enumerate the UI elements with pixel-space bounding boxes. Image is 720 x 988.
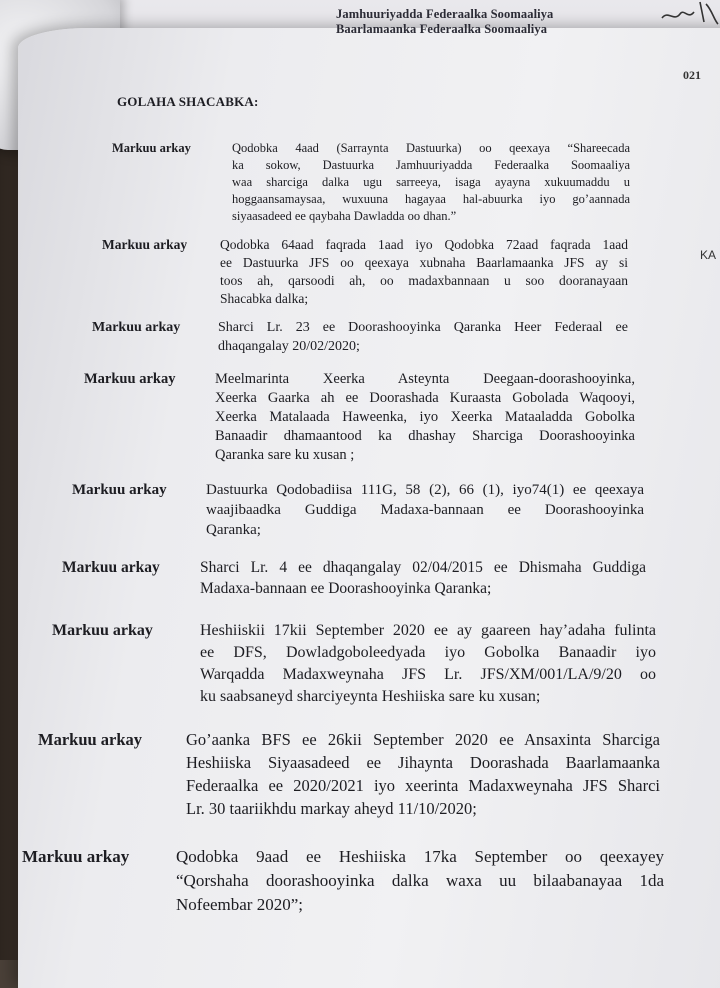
recital-line: ku saabsaneyd sharciyeynta Heshiiska sare ku xusan;: [200, 688, 541, 705]
signature-mark: [660, 0, 720, 40]
header-line-2: Baarlamaanka Federaalka Soomaaliya: [336, 22, 548, 36]
recital-line: Qodobka 4aad (Sarraynta Dastuurka) oo qeexaya “Shareecada: [232, 141, 630, 155]
recital-line: Meelmarinta Xeerka Asteynta Deegaan-doorashooyinka,: [215, 371, 635, 387]
recital-line: Qodobka 9aad ee Heshiiska 17ka September oo qeexayey: [176, 847, 664, 866]
recital-line: Warqadda Madaxweynaha JFS Lr. JFS/XM/001/LA/9/20 oo: [200, 666, 656, 683]
section-heading: GOLAHA SHACABKA:: [117, 94, 259, 109]
recital-label: Markuu arkay: [38, 730, 143, 749]
recital-line: hoggaansamaysaa, wuxuuna hagayaa hal-abuurka iyo go’aannada: [232, 192, 630, 206]
recital-line: waajibaadka Guddiga Madaxa-bannaan ee Doorashooyinka: [206, 502, 644, 518]
recital-line: waa sharciga dalka ugu sarreeya, isaga ayayna xukuumaddu u: [232, 175, 630, 189]
recital-line: “Qorshaha doorashooyinka dalka waxa uu bilaabanayaa 1da: [176, 871, 664, 890]
recital-label: Markuu arkay: [52, 622, 153, 639]
recital-line: Qaranka;: [206, 522, 261, 538]
recital-text: [186, 728, 660, 820]
recital-line: siyaasadeed ee qaybaha Dawladda oo dhan.”: [232, 209, 457, 223]
right-edge-text-fragment: KA: [700, 248, 717, 262]
recital-line: dhaqangalay 20/02/2020;: [218, 339, 360, 354]
recital-line: Go’aanka BFS ee 26kii September 2020 ee Ansaxinta Sharciga: [186, 730, 660, 749]
recital-line: ka sokow, Dastuurka Jamhuuriyadda Federaalka Soomaaliya: [232, 158, 630, 172]
recital-line: toos ah, qarsoodi ah, oo madaxbannaan u soo dooranayaan: [220, 273, 628, 288]
recital-label: Markuu arkay: [72, 482, 167, 498]
recital-line: Qaranka sare ku xusan ;: [215, 447, 355, 463]
document-header: [336, 7, 636, 37]
recital-line: Federaalka ee 2020/2021 iyo xeerinta Madaxweynaha JFS Sharci: [186, 776, 660, 795]
recital-line: Sharci Lr. 4 ee dhaqangalay 02/04/2015 ee Dhismaha Guddiga: [200, 559, 646, 576]
recital-line: Banaadir dhamaantood ka dhashay Sharciga Doorashooyinka: [215, 428, 635, 444]
recital-label: Markuu arkay: [84, 371, 176, 387]
recital-text: [220, 236, 628, 308]
recital-line: ee Dastuurka JFS oo qeexaya xubnaha Baarlamaanka JFS ay si: [220, 255, 628, 270]
recital-label: Markuu arkay: [102, 237, 188, 252]
recital-line: Nofeembar 2020”;: [176, 895, 303, 914]
recital-text: [200, 620, 656, 708]
header-line-1: Jamhuuriyadda Federaalka Soomaaliya: [336, 7, 554, 21]
recital-label: Markuu arkay: [62, 559, 160, 576]
recital-label: Markuu arkay: [112, 141, 191, 155]
recital-label: Markuu arkay: [22, 847, 130, 866]
recital-text: [215, 370, 635, 465]
recital-text: [232, 140, 630, 225]
recital-line: Heshiiskii 17kii September 2020 ee ay gaareen hay’adaha fulinta: [200, 622, 656, 639]
recital-line: Xeerka Gaarka ah ee Doorashada Kuraasta Gobolada Waqooyi,: [215, 390, 635, 406]
recital-text: [200, 557, 646, 599]
recital-line: Heshiiska Siyaasadeed ee Jihaynta Doorashada Baarlamaanka: [186, 753, 660, 772]
recital-text: [218, 318, 628, 356]
recital-text: [176, 845, 664, 917]
recital-line: Qodobka 64aad faqrada 1aad iyo Qodobka 72aad faqrada 1aad: [220, 237, 628, 252]
recital-line: Xeerka Matalaada Haweenka, iyo Xeerka Mataaladda Gobolka: [215, 409, 635, 425]
page-number-fragment: 021: [683, 68, 701, 82]
recital-line: Dastuurka Qodobadiisa 111G, 58 (2), 66 (1), iyo74(1) ee qeexaya: [206, 482, 644, 498]
recital-line: Madaxa-bannaan ee Doorashooyinka Qaranka;: [200, 580, 492, 597]
recital-line: Lr. 30 taariikhdu markay aheyd 11/10/2020;: [186, 799, 477, 818]
recital-line: ee DFS, Dowladgoboleedyada iyo Gobolka Banaadir iyo: [200, 644, 656, 661]
recital-line: Shacabka dalka;: [220, 291, 309, 306]
recital-label: Markuu arkay: [92, 320, 181, 335]
recital-text: [206, 480, 644, 540]
recital-line: Sharci Lr. 23 ee Doorashooyinka Qaranka Heer Federaal ee: [218, 320, 628, 335]
